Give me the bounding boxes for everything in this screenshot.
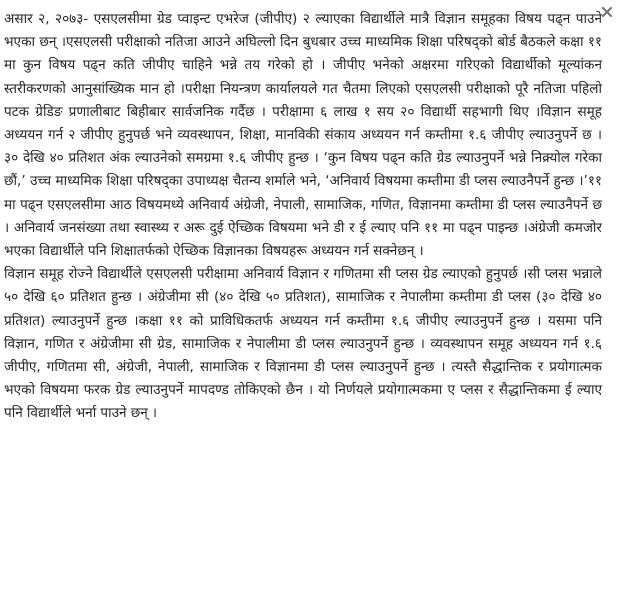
article-paragraph-1: असार २, २०७३- एसएलसीमा ग्रेड प्वाइन्ट एभरेज (जीपीए) २ ल्याएका विद्यार्थीले मात्रै विज्ञान समूहका विषय पढ्न पाउने भएका छन् ।एसएलसी परीक्षाको नतिजा आउने अघिल्लो दिन बुधबार उच्च माध्यमिक शिक्षा परिषद्को बोर्ड बैठकले कक्षा ११ मा कुन विषय पढ्न कति जीपीए चाहिने भन्ने तय गरेको हो । जीपीए भनेको अक्षरमा गरिएको विद्यार्थीको मूल्यांकन स्तरीकरणको आनुसांख्यिक मान हो ।परीक्षा नियन्त्रण कार्यालयले गत चैतमा लिएको एसएलसी परीक्षाको पूरै नतिजा पहिलो पटक ग्रेडिङ प्रणालीबाट बिहीबार सार्वजनिक गर्दैछ । परीक्षामा ६ लाख १ सय २० विद्यार्थी सहभागी थिए ।विज्ञान समूह अध्ययन गर्न २ जीपीए हुनुपर्छ भने व्यवस्थापन, शिक्षा, मानविकी संकाय अध्ययन गर्न कम्तीमा १.६ जीपीए ल्याउनुपर्ने छ । ३० देखि ४० प्रतिशत अंक ल्याउनेको समग्रमा १.६ जीपीए हुन्छ । ‘कुन विषय पढ्न कति ग्रेड ल्याउनुपर्ने भन्ने निक्र्योल गरेका छौं,’ उच्च माध्यमिक शिक्षा परिषद्का उपाध्यक्ष चैतन्य शर्माले भने, ‘अनिवार्य विषयमा कम्तीमा डी प्लस ल्याउनैपर्ने हुन्छ ।’११ मा पढ्न एसएलसीमा आठ विषयमध्ये अनिवार्य अंग्रेजी, नेपाली, सामाजिक, गणित, विज्ञानमा कम्तीमा डी प्लस ल्याउनैपर्ने छ । अनिवार्य जनसंख्या तथा स्वास्थ्य र अरू दुई ऐच्छिक विषयमा भने डी र ई ल्याए पनि ११ मा पढ्न पाइन्छ ।अंग्रेजी कमजोर भएका विद्यार्थीले पनि शिक्षातर्फको ऐच्छिक विज्ञानका विषयहरू अध्ययन गर्न सक्नेछन् । xyxy=(4,11,602,260)
article-paragraph-2: विज्ञान समूह रोज्ने विद्यार्थीले एसएलसी परीक्षामा अनिवार्य विज्ञान र गणितमा सी प्लस ग्रेड ल्याएको हुनुपर्छ ।सी प्लस भन्नाले ५० देखि ६० प्रतिशत हुन्छ । अंग्रेजीमा सी (४० देखि ५० प्रतिशत), सामाजिक र नेपालीमा कम्तीमा डी प्लस (३० देखि ४० प्रतिशत) ल्याउनुपर्ने हुन्छ ।कक्षा ११ को प्राविधिकतर्फ अध्ययन गर्न कम्तीमा १.६ जीपीए ल्याउनुपर्ने हुन्छ । यसमा पनि विज्ञान, गणित र अंग्रेजीमा सी ग्रेड, सामाजिक र नेपालीमा डी प्लस ल्याउनुपर्ने हुन्छ । व्यवस्थापन समूह अध्ययन गर्न १.६ जीपीए, गणितमा सी, अंग्रेजी, नेपाली, सामाजिक र विज्ञानमा डी प्लस ल्याउनुपर्ने हुन्छ । त्यस्तै सैद्धान्तिक र प्रयोगात्मक भएको विषयमा फरक ग्रेड ल्याउनुपर्ने मापदण्ड तोकिएको छैन । यो निर्णयले प्रयोगात्मकमा ए प्लस र सैद्धान्तिकमा ई ल्याए पनि विद्यार्थीले भर्ना पाउने छन् । xyxy=(4,266,602,422)
close-icon xyxy=(602,7,612,17)
article-body xyxy=(4,8,602,426)
